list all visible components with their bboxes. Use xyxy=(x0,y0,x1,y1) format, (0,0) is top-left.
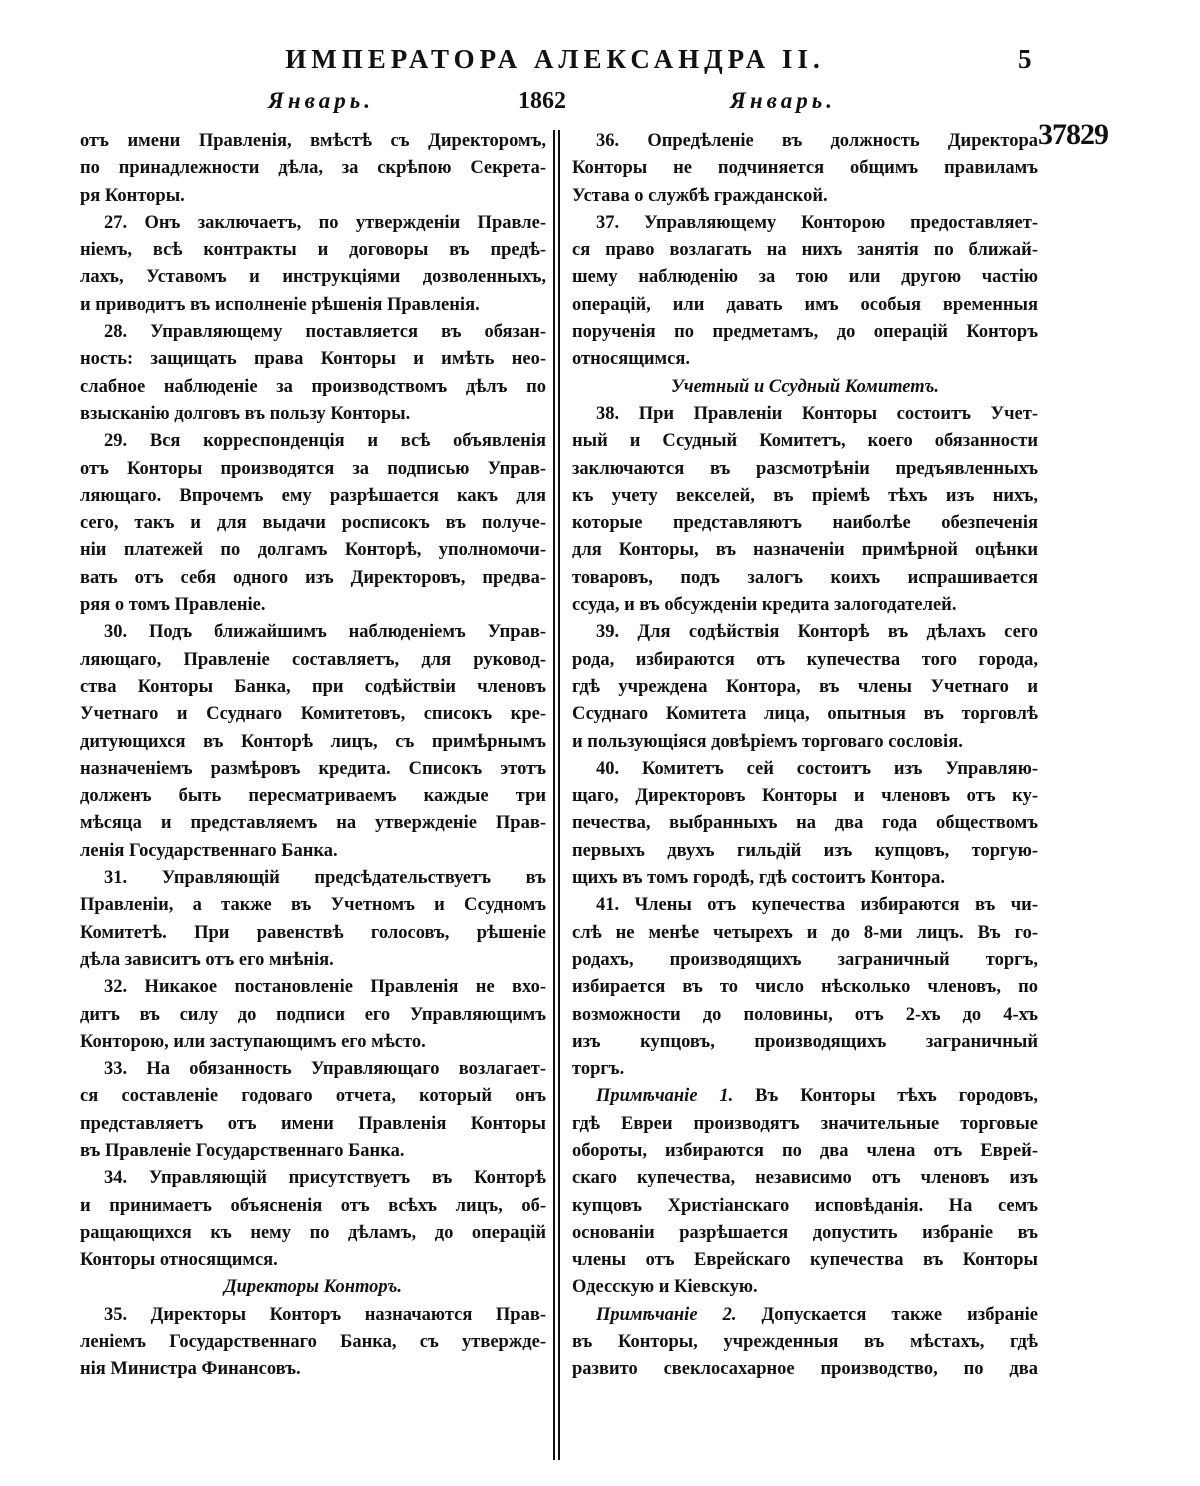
line-text: Правленіи, а также въ Учетномъ и Ссудномъ xyxy=(80,895,546,916)
text-line xyxy=(80,428,546,455)
text-line xyxy=(572,1111,1038,1138)
text-line xyxy=(572,701,1038,728)
line-text: которые представляютъ наиболѣе обезпеченія xyxy=(572,513,1038,534)
line-text: первыхъ двухъ гильдій изъ купцовъ, торгую- xyxy=(572,840,1038,861)
text-line xyxy=(572,619,1038,646)
text-line xyxy=(572,674,1038,701)
text-line xyxy=(80,947,546,974)
text-line xyxy=(572,456,1038,483)
text-line xyxy=(572,1356,1038,1383)
line-text: Конторы относящимся. xyxy=(80,1250,278,1271)
line-text: порученія по предметамъ, до операцій Конторъ xyxy=(572,322,1038,343)
text-line xyxy=(80,1111,546,1138)
line-text: Конторою, или заступающимъ его мѣсто. xyxy=(80,1031,426,1052)
text-line xyxy=(572,647,1038,674)
text-line xyxy=(572,1220,1038,1247)
text-line xyxy=(572,292,1038,319)
text-line xyxy=(572,155,1038,182)
text-line xyxy=(80,674,546,701)
column-divider xyxy=(553,130,560,1460)
line-text: Въ Конторы тѣхъ городовъ, xyxy=(733,1086,1038,1107)
line-text: къ учету векселей, въ пріемѣ тѣхъ изъ нихъ, xyxy=(572,485,1038,506)
text-line xyxy=(80,510,546,537)
text-line xyxy=(80,237,546,264)
text-line xyxy=(572,237,1038,264)
text-line xyxy=(80,292,546,319)
text-line xyxy=(572,264,1038,291)
text-line xyxy=(572,756,1038,783)
line-text: 36. Опредѣленіе въ должность Директора xyxy=(596,131,1038,151)
line-text: ства Конторы Банка, при содѣйствіи членовъ xyxy=(80,676,546,697)
line-text: печества, выбранныхъ на два года обществомъ xyxy=(572,813,1038,834)
line-text: развито свеклосахарное производство, по два xyxy=(572,1359,1038,1380)
line-text: шему наблюденію за тою или другою частію xyxy=(572,267,1038,288)
text-line xyxy=(80,155,546,182)
line-text: изъ купцовъ, производящихъ заграничный xyxy=(572,1031,1038,1052)
text-line xyxy=(80,1302,546,1329)
line-text: ніемъ, всѣ контракты и договоры въ предѣ- xyxy=(80,240,546,261)
text-line xyxy=(572,729,1038,756)
text-line xyxy=(80,374,546,401)
text-line xyxy=(572,1247,1038,1274)
text-line xyxy=(80,974,546,1001)
text-line xyxy=(80,183,546,210)
text-line xyxy=(80,210,546,237)
line-text: слѣ не менѣе четырехъ и до 8-ми лицъ. Въ го- xyxy=(572,922,1038,943)
line-text: родахъ, производящихъ заграничный торгъ, xyxy=(572,949,1038,970)
text-line xyxy=(80,456,546,483)
text-line xyxy=(80,319,546,346)
line-text: и приводитъ въ исполненіе рѣшенія Правленія. xyxy=(80,294,480,315)
text-line xyxy=(80,1056,546,1083)
text-line xyxy=(80,264,546,291)
line-text: 27. Онъ заключаетъ, по утвержденіи Правле- xyxy=(104,212,546,233)
text-line xyxy=(80,1138,546,1165)
text-line xyxy=(572,401,1038,428)
text-line xyxy=(80,647,546,674)
text-line xyxy=(80,1193,546,1220)
text-line xyxy=(80,1002,546,1029)
line-text: ся составленіе годоваго отчета, который онъ xyxy=(80,1086,546,1107)
text-line xyxy=(572,1302,1038,1329)
line-text: 31. Управляющій предсѣдательствуетъ въ xyxy=(104,868,546,889)
line-text: рода, избираются отъ купечества того города, xyxy=(572,649,1038,670)
line-text: ленія Государственнаго Банка. xyxy=(80,840,338,861)
text-line xyxy=(572,947,1038,974)
note-label: Примѣчаніе 1. xyxy=(596,1086,734,1107)
text-line xyxy=(572,783,1038,810)
text-line xyxy=(572,1165,1038,1192)
line-text: Ссуднаго Комитета лица, опытныя въ торговлѣ xyxy=(572,704,1038,725)
line-text: ссуда, и въ обсужденіи кредита залогодателей. xyxy=(572,595,957,616)
text-line xyxy=(572,537,1038,564)
line-text: въ Правленіе Государственнаго Банка. xyxy=(80,1140,405,1161)
line-text: 40. Комитетъ сей состоитъ изъ Управляю- xyxy=(596,758,1038,779)
line-text: Директоры Конторъ. xyxy=(223,1277,402,1298)
line-text: Учетнаго и Ссуднаго Комитетовъ, списокъ кре- xyxy=(80,704,546,725)
line-text: возможности до половины, отъ 2-хъ до 4-хъ xyxy=(572,1004,1038,1025)
line-text: гдѣ учреждена Контора, въ члены Учетнаго и xyxy=(572,676,1038,697)
line-text: 30. Подъ ближайшимъ наблюденіемъ Управ- xyxy=(104,622,546,643)
line-text: обороты, избираются по два члена отъ Еврей- xyxy=(572,1140,1038,1161)
text-line xyxy=(80,619,546,646)
text-line xyxy=(80,1083,546,1110)
line-text: Конторы не подчиняется общимъ правиламъ xyxy=(572,158,1038,179)
text-line xyxy=(80,756,546,783)
text-line xyxy=(572,1193,1038,1220)
text-line xyxy=(572,510,1038,537)
line-text: 28. Управляющему поставляется въ обязан- xyxy=(104,322,546,343)
right-column xyxy=(572,128,1038,1384)
line-text: 29. Вся корреспонденція и всѣ объявленія xyxy=(104,431,546,452)
text-line xyxy=(80,1029,546,1056)
line-text: ращающихся къ нему по дѣламъ, до операцій xyxy=(80,1222,546,1243)
text-line xyxy=(80,565,546,592)
text-line xyxy=(572,974,1038,1001)
note-label: Примѣчаніе 2. xyxy=(596,1304,737,1325)
line-text: 33. На обязанность Управляющаго возлагает- xyxy=(104,1059,546,1080)
line-text: дитъ въ силу до подписи его Управляющимъ xyxy=(80,1004,546,1025)
line-text: въ Конторы, учрежденныя въ мѣстахъ, гдѣ xyxy=(572,1332,1038,1353)
line-text: отъ имени Правленія, вмѣстѣ съ Директоромъ, xyxy=(80,131,546,151)
month-left: Январь. xyxy=(268,88,374,113)
text-line xyxy=(80,838,546,865)
page-number: 5 xyxy=(1018,44,1032,74)
text-line xyxy=(572,920,1038,947)
text-line xyxy=(572,565,1038,592)
text-line xyxy=(572,319,1038,346)
line-text: Допускается также избраніе xyxy=(736,1304,1038,1325)
line-text: слабное наблюденіе за производствомъ дѣлъ по xyxy=(80,376,546,397)
text-line xyxy=(80,920,546,947)
line-text: Одесскую и Кіевскую. xyxy=(572,1277,758,1298)
line-text: относящимся. xyxy=(572,349,690,370)
line-text: дитующихся въ Конторѣ лицъ, съ примѣрнымъ xyxy=(80,731,546,752)
line-text: операцій, или давать имъ особыя временныя xyxy=(572,294,1038,315)
line-text: ря Конторы. xyxy=(80,185,185,206)
running-header-title: ИМПЕРАТОРА АЛЕКСАНДРА II. xyxy=(285,44,825,74)
line-text: 34. Управляющій присутствуетъ въ Конторѣ xyxy=(104,1168,546,1189)
text-line xyxy=(572,838,1038,865)
text-line xyxy=(572,892,1038,919)
text-line xyxy=(80,592,546,619)
text-line xyxy=(572,1329,1038,1356)
line-text: Учетный и Ссудный Комитетъ. xyxy=(670,376,939,397)
text-line xyxy=(80,865,546,892)
text-line xyxy=(572,1083,1038,1110)
text-line xyxy=(572,865,1038,892)
section-heading xyxy=(572,374,1038,401)
line-text: щихъ въ томъ городѣ, гдѣ состоитъ Контора. xyxy=(572,868,945,889)
text-line xyxy=(80,810,546,837)
text-line xyxy=(572,1056,1038,1083)
line-text: 39. Для содѣйствія Конторѣ въ дѣлахъ сего xyxy=(596,622,1038,643)
text-line xyxy=(572,128,1038,155)
line-text: 41. Члены отъ купечества избираются въ чи- xyxy=(596,895,1038,916)
line-text: ляющаго. Впрочемъ ему разрѣшается какъ для xyxy=(80,485,546,506)
line-text: вать отъ себя одного изъ Директоровъ, предва- xyxy=(80,567,546,588)
line-text: долженъ быть пересматриваемъ каждые три xyxy=(80,786,546,807)
line-text: скаго купечества, независимо отъ членовъ изъ xyxy=(572,1168,1038,1189)
section-heading xyxy=(80,1274,546,1301)
line-text: торгъ. xyxy=(572,1059,625,1080)
line-text: 32. Никакое постановленіе Правленія не вхо- xyxy=(104,977,546,998)
text-line xyxy=(572,483,1038,510)
line-text: по принадлежности дѣла, за скрѣпою Секрета- xyxy=(80,158,546,179)
line-text: гдѣ Евреи производятъ значительные торговые xyxy=(572,1113,1038,1134)
text-line xyxy=(80,128,546,155)
text-line xyxy=(572,346,1038,373)
text-line xyxy=(80,1247,546,1274)
text-line xyxy=(80,401,546,428)
line-text: для Конторы, въ назначеніи примѣрной оцѣнки xyxy=(572,540,1038,561)
text-line xyxy=(80,1220,546,1247)
line-text: заключаются въ разсмотрѣніи предъявленныхъ xyxy=(572,458,1038,479)
line-text: 35. Директоры Конторъ назначаются Прав- xyxy=(104,1304,546,1325)
text-line xyxy=(572,183,1038,210)
line-text: товаровъ, подъ залогъ коихъ испрашивается xyxy=(572,567,1038,588)
line-text: леніемъ Государственнаго Банка, съ утвержде- xyxy=(80,1332,546,1353)
document-number: 37829 xyxy=(1038,118,1108,151)
text-line xyxy=(572,210,1038,237)
line-text: сего, такъ и для выдачи росписокъ въ получе- xyxy=(80,513,546,534)
text-line xyxy=(80,729,546,756)
text-line xyxy=(80,483,546,510)
line-text: представляетъ отъ имени Правленія Конторы xyxy=(80,1113,546,1134)
line-text: ряя о томъ Правленіе. xyxy=(80,595,266,616)
line-text: ніи платежей по долгамъ Конторѣ, уполномочи- xyxy=(80,540,546,561)
text-line xyxy=(572,1029,1038,1056)
text-line xyxy=(80,537,546,564)
line-text: лахъ, Уставомъ и инструкціями дозволенныхъ, xyxy=(80,267,546,288)
text-line xyxy=(80,1356,546,1383)
line-text: избирается въ то число нѣсколько членовъ, по xyxy=(572,977,1038,998)
line-text: нія Министра Финансовъ. xyxy=(80,1359,301,1380)
line-text: и пользующіяся довѣріемъ торговаго сословія. xyxy=(572,731,963,752)
text-line xyxy=(80,346,546,373)
line-text: Устава о службѣ гражданской. xyxy=(572,185,828,206)
line-text: и принимаетъ объясненія отъ всѣхъ лицъ, об- xyxy=(80,1195,546,1216)
text-line xyxy=(572,592,1038,619)
text-line xyxy=(80,783,546,810)
year: 1862 xyxy=(518,88,566,114)
line-text: дѣла зависитъ отъ его мнѣнія. xyxy=(80,949,334,970)
text-line xyxy=(572,1002,1038,1029)
line-text: основаніи разрѣшается допустить избраніе въ xyxy=(572,1222,1038,1243)
line-text: 37. Управляющему Конторою предоставляет- xyxy=(596,212,1038,233)
line-text: ный и Ссудный Комитетъ, коего обязанности xyxy=(572,431,1038,452)
line-text: ся право возлагать на нихъ занятія по ближай- xyxy=(572,240,1038,261)
text-line xyxy=(80,1329,546,1356)
text-line xyxy=(572,1274,1038,1301)
line-text: мѣсяца и представляемъ на утвержденіе Прав- xyxy=(80,813,546,834)
line-text: щаго, Директоровъ Конторы и членовъ отъ ку- xyxy=(572,786,1038,807)
line-text: ляющаго, Правленіе составляетъ, для руковод- xyxy=(80,649,546,670)
line-text: назначеніемъ размѣровъ кредита. Списокъ этотъ xyxy=(80,758,546,779)
month-right: Январь. xyxy=(730,88,836,113)
text-line xyxy=(80,892,546,919)
text-line xyxy=(80,701,546,728)
line-text: члены отъ Еврейскаго купечества въ Конторы xyxy=(572,1250,1038,1271)
line-text: 38. При Правленіи Конторы состоитъ Учет- xyxy=(596,403,1038,424)
text-line xyxy=(572,810,1038,837)
line-text: ность: защищать права Конторы и имѣть нео- xyxy=(80,349,546,370)
left-column xyxy=(80,128,546,1384)
text-line xyxy=(80,1165,546,1192)
line-text: взысканію долговъ въ пользу Конторы. xyxy=(80,403,411,424)
line-text: купцовъ Христіанскаго исповѣданія. На семъ xyxy=(572,1195,1038,1216)
line-text: отъ Конторы производятся за подписью Управ- xyxy=(80,458,546,479)
line-text: Комитетѣ. При равенствѣ голосовъ, рѣшеніе xyxy=(80,922,546,943)
text-line xyxy=(572,428,1038,455)
text-line xyxy=(572,1138,1038,1165)
